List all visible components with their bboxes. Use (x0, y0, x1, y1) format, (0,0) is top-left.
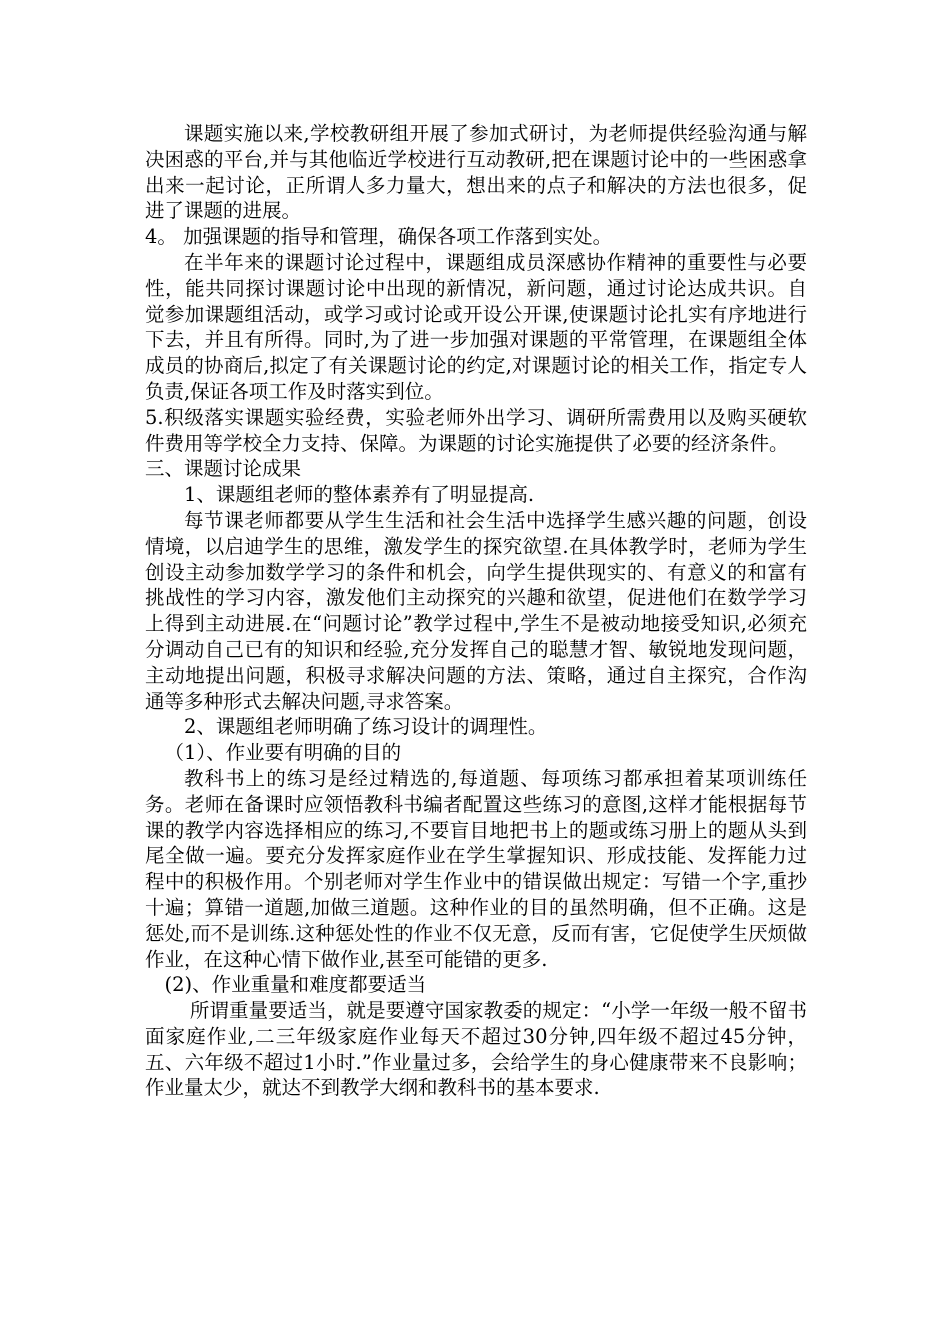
subheading-homework-purpose: （1）、作业要有明确的目的 (164, 741, 402, 765)
paragraph-item-5-funding: 5.积级落实课题实验经费，实验老师外出学习、调研所需费用以及购买硬软件费用等学校全力支持、保障。为课题的讨论实施提供了必要的经济条件。 (145, 405, 807, 455)
paragraph-intro: 课题实施以来,学校教研组开展了参加式研讨，为老师提供经验沟通与解决困惑的平台,并与其他临近学校进行互动教研,把在课题讨论中的一些困惑拿出来一起讨论，正所谓人多力量大，想出来的点子和解决的方法也很多，促进了课题的进展。 (145, 122, 807, 223)
paragraph-teaching-practice: 每节课老师都要从学生生活和社会生活中选择学生感兴趣的问题，创设情境，以启迪学生的思维，激发学生的探究欲望.在具体教学时，老师为学生创设主动参加数学学习的条件和机会，向学生提供现实的、有意义的和富有挑战性的学习内容，激发他们主动探究的兴趣和欲望，促进他们在数学学习上得到主动进展.在“问题讨论”教学过程中,学生不是被动地接受知识,必须充分调动自己已有的知识和经验,充分发挥自己的聪慧才智、敏锐地发现问题，主动地提出问题，积极寻求解决问题的方法、策略，通过自主探究，合作沟通等多种形式去解决问题,寻求答案。 (145, 508, 807, 713)
subheading-homework-amount: (2)、作业重量和难度都要适当 (164, 973, 427, 997)
subheading-exercise-design: 2、课题组老师明确了练习设计的调理性。 (184, 715, 548, 739)
subheading-teacher-quality: 1、课题组老师的整体素养有了明显提高. (184, 483, 535, 507)
heading-item-4: 4。 加强课题的指导和管理，确保各项工作落到实处。 (145, 225, 613, 249)
paragraph-homework-amount: 所谓重量要适当，就是要遵守国家教委的规定：“小学一年级一般不留书面家庭作业,二三年级家庭作业每天不超过30分钟,四年级不超过45分钟，五、六年级不超过1小时.”作业量过多，会给学生的身心健康带来不良影响；作业量太少，就达不到教学大纲和教科书的基本要求. (145, 999, 807, 1100)
paragraph-homework-purpose: 教科书上的练习是经过精选的,每道题、每项练习都承担着某项训练任务。老师在备课时应领悟教科书编者配置这些练习的意图,这样才能根据每节课的教学内容选择相应的练习,不要盲目地把书上的题或练习册上的题从头到尾全做一遍。要充分发挥家庭作业在学生掌握知识、形成技能、发挥能力过程中的积极作用。个别老师对学生作业中的错误做出规定：写错一个字,重抄十遍；算错一道题,加做三道题。这种作业的目的虽然明确，但不正确。这是惩处,而不是训练.这种惩处性的作业不仅无意，反而有害，它促使学生厌烦做作业，在这种心情下做作业,甚至可能错的更多. (145, 766, 807, 971)
section-heading-results: 三、课题讨论成果 (145, 457, 302, 481)
paragraph-management: 在半年来的课题讨论过程中，课题组成员深感协作精神的重要性与必要性，能共同探讨课题讨论中出现的新情况，新问题，通过讨论达成共识。自觉参加课题组活动，或学习或讨论或开设公开课,使课题讨论扎实有序地进行下去，并且有所得。同时,为了进一步加强对课题的平常管理，在课题组全体成员的协商后,拟定了有关课题讨论的约定,对课题讨论的相关工作，指定专人负责,保证各项工作及时落实到位。 (145, 250, 807, 403)
document-body (145, 121, 807, 1101)
